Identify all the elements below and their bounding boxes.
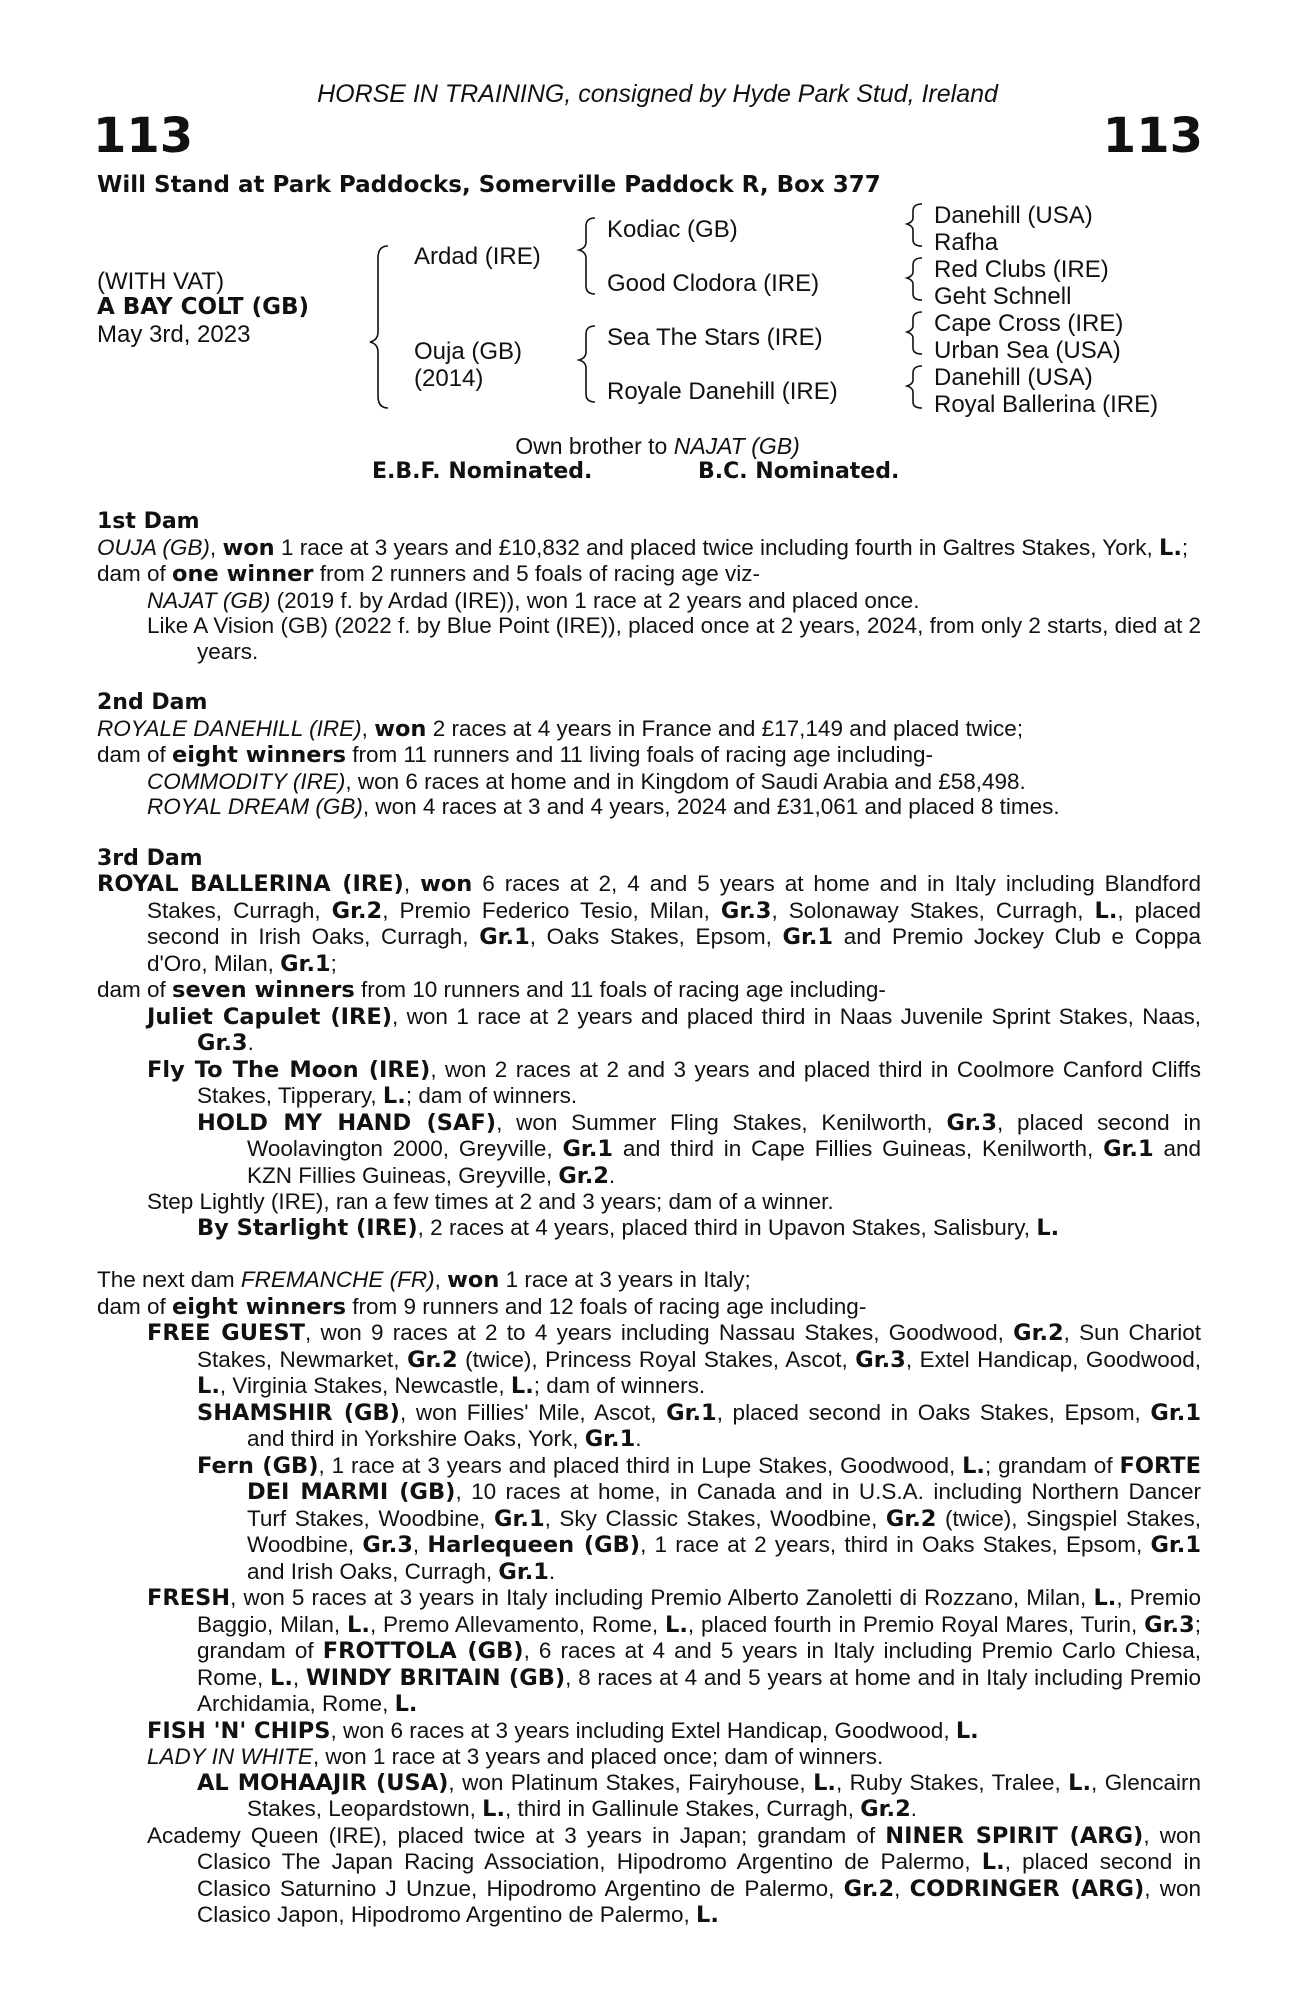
section-heading: 1st Dam (97, 509, 200, 534)
pedigree-entry (97, 1215, 1201, 1242)
vat-label: (WITH VAT) (97, 268, 225, 295)
pedigree-entry (97, 588, 1201, 614)
bold-text: seven winners (172, 977, 355, 1003)
text-run: , Ruby Stakes, Tralee, (835, 1769, 1069, 1795)
bold-text: AL MOHAAJIR (USA) (197, 1769, 449, 1796)
pedigree-entry (97, 871, 1201, 977)
text-run: , won 2 races at 2 and 3 years and placed third in Coolmore Canford Cliffs Stakes, Tipperary, (197, 1056, 1202, 1108)
text-run: dam of (97, 977, 173, 1002)
text-run: and Premio Jockey Club e Coppa d'Oro, Milan, (147, 924, 1201, 976)
text-run: 2 races at 4 years in France and £17,149 and placed twice; (426, 715, 1024, 741)
text-run: , 2 races at 4 years, placed third in Upavon Stakes, Salisbury, (417, 1214, 1037, 1240)
text-run: dam of (97, 1293, 173, 1319)
bold-text: FORTE DEI MARMI (GB) (247, 1452, 1201, 1505)
text-run: , (361, 715, 375, 741)
bold-text: L. (1159, 534, 1182, 561)
sire: Ardad (IRE) (414, 243, 541, 270)
bold-text: L. (955, 1717, 979, 1744)
text-run: , (209, 534, 223, 560)
text-run: , placed fourth in Premio Royal Mares, Turin, (687, 1611, 1145, 1637)
own-brother-prefix: Own brother to (515, 433, 674, 459)
text-run: from 11 runners and 11 living foals of racing age including- (346, 742, 934, 767)
text-run: , won 1 race at 2 years and placed third in Naas Juvenile Sprint Stakes, Naas, (392, 1003, 1201, 1029)
pedigree-entry (97, 613, 1201, 664)
bold-text: eight winners (172, 1293, 347, 1320)
text-run: and Irish Oaks, Curragh, (247, 1558, 499, 1584)
bc-nomination: B.C. Nominated. (698, 459, 900, 484)
bold-text: L. (981, 1849, 1005, 1875)
bold-text: FREE GUEST (147, 1320, 305, 1346)
section-next-dam (97, 1267, 1201, 1929)
section-heading: 3rd Dam (97, 845, 203, 871)
text-run: Academy Queen (IRE), placed twice at 3 years in Japan; grandam of (147, 1822, 886, 1848)
text-run: 1 race at 3 years and £10,832 and placed twice including fourth in Galtres Stakes, York, (274, 534, 1159, 560)
ped-ddd: Royal Ballerina (IRE) (934, 391, 1159, 418)
text-run: dam of (97, 561, 173, 586)
text-run: , Premo Allevamento, Rome, (369, 1611, 665, 1637)
text-run: and third in Cape Fillies Guineas, Kenilworth, (613, 1136, 1104, 1161)
bold-text: SHAMSHIR (GB) (197, 1399, 400, 1426)
italic-text: NAJAT (GB) (147, 587, 271, 613)
bold-text: Gr.3 (197, 1030, 248, 1056)
italic-text: ROYALE DANEHILL (IRE) (97, 715, 362, 741)
text-run: , 8 races at 4 and 5 years at home and in Italy including Premio Archidamia, Rome, (197, 1664, 1201, 1716)
text-run: 6 races at 2, 4 and 5 years at home and in Italy including Blandford Stakes, Curragh, (147, 871, 1201, 923)
text-run: , Glencairn Stakes, Leopardstown, (247, 1769, 1201, 1821)
text-run: from 2 runners and 5 foals of racing age viz- (313, 561, 760, 586)
pedigree-entry (97, 769, 1201, 795)
text-run: , 10 races at home, in Canada and in U.S.A. including Northern Dancer Turf Stakes, Woodbine, (247, 1479, 1201, 1531)
text-run: . (910, 1796, 918, 1821)
bold-text: Gr.1 (1150, 1532, 1201, 1558)
bold-text: Gr.1 (782, 924, 834, 950)
ped-sds: Red Clubs (IRE) (934, 256, 1109, 283)
text-run: , placed second in Woolavington 2000, Greyville, (247, 1109, 1201, 1161)
italic-text: COMMODITY (IRE) (147, 768, 346, 794)
bold-text: Gr.3 (855, 1346, 906, 1373)
bold-text: won (222, 534, 275, 561)
dam-dam: Royale Danehill (IRE) (607, 378, 838, 405)
pedigree-entry (97, 1004, 1201, 1057)
dam-year: (2014) (414, 365, 484, 392)
text-run: , won 9 races at 2 to 4 years including Nassau Stakes, Goodwood, (304, 1320, 1014, 1345)
text-run: , won 5 races at 3 years in Italy including Premio Alberto Zanoletti di Rozzano, Milan, (230, 1585, 1094, 1610)
pedigree-entry (97, 716, 1201, 743)
text-run: , Virginia Stakes, Newcastle, (219, 1373, 511, 1398)
section-3rd-dam (97, 846, 1201, 1242)
bold-text: L. (664, 1611, 688, 1638)
text-run: , Oaks Stakes, Epsom, (529, 924, 783, 949)
bold-text: L. (1094, 897, 1118, 924)
pedigree-entry (97, 1267, 1201, 1294)
bold-text: L. (962, 1452, 985, 1479)
text-run: , won Clasico The Japan Racing Association, Hipodromo Argentino de Palermo, (197, 1822, 1201, 1874)
text-run: (twice), Singspiel Stakes, Woodbine, (247, 1505, 1201, 1557)
bold-text: CODRINGER (ARG) (909, 1875, 1145, 1902)
dam: Ouja (GB) (414, 338, 523, 365)
bold-text: Fly To The Moon (IRE) (147, 1056, 431, 1083)
text-run: . (635, 1426, 642, 1451)
text-run: from 9 runners and 12 foals of racing age including- (346, 1293, 867, 1319)
text-run: , 6 races at 4 and 5 years in Italy including Premio Carlo Chiesa, Rome, (197, 1638, 1201, 1690)
bold-text: ROYAL BALLERINA (IRE) (97, 871, 404, 897)
ped-ssd: Rafha (934, 229, 999, 256)
text-run: , Sun Chariot Stakes, Newmarket, (197, 1320, 1201, 1372)
bold-text: Gr.3 (1144, 1611, 1195, 1638)
text-run: dam of (97, 742, 173, 767)
bold-text: Gr.3 (946, 1109, 998, 1136)
bold-text: eight winners (172, 742, 347, 768)
bold-text: Gr.1 (479, 924, 530, 950)
bold-text: Gr.2 (1013, 1320, 1064, 1346)
text-run: , Extel Handicap, Goodwood, (905, 1346, 1201, 1372)
own-brother-name: NAJAT (GB) (673, 433, 800, 459)
bold-text: Gr.3 (362, 1532, 413, 1558)
dam-sire: Sea The Stars (IRE) (607, 324, 823, 351)
bold-text: L. (270, 1664, 293, 1691)
bold-text: Gr.3 (720, 897, 772, 924)
pedigree-entry (97, 1585, 1201, 1718)
text-run: ; dam of winners. (533, 1373, 706, 1398)
pedigree-entry (97, 535, 1201, 562)
bold-text: one winner (172, 561, 314, 587)
text-run: . (608, 1162, 616, 1188)
text-run: , (292, 1664, 306, 1690)
bold-text: Gr.1 (494, 1505, 545, 1532)
text-run: , Premio Baggio, Milan, (197, 1585, 1201, 1637)
ped-sss: Danehill (USA) (934, 202, 1093, 229)
catalogue-body (97, 509, 1201, 1929)
bold-text: WINDY BRITAIN (GB) (305, 1664, 566, 1691)
text-run: , won 1 race at 3 years and placed once; dam of winners. (312, 1744, 884, 1769)
bold-text: L. (1068, 1769, 1092, 1796)
bold-text: won (420, 871, 473, 897)
text-run: (2019 f. by Ardad (IRE)), won 1 race at 2 years and placed once. (270, 587, 920, 613)
sire-sire: Kodiac (GB) (607, 216, 738, 243)
pedigree-entry (97, 794, 1201, 820)
bold-text: L. (510, 1373, 534, 1399)
text-run: , (434, 1267, 448, 1292)
pedigree-entry (97, 1823, 1201, 1929)
ped-dss: Cape Cross (IRE) (934, 310, 1124, 337)
bold-text: L. (197, 1373, 220, 1399)
brace-ss (907, 204, 922, 246)
pedigree-entry (97, 1453, 1201, 1586)
brace-dd (907, 366, 922, 408)
text-run: ; (330, 950, 337, 976)
horse-name: A BAY COLT (GB) (97, 294, 310, 320)
italic-text: ROYAL DREAM (GB) (147, 794, 363, 819)
section-heading: 2nd Dam (97, 690, 208, 715)
bold-text: L. (813, 1769, 836, 1796)
bold-text: Gr.1 (280, 950, 331, 977)
pedigree-entry (97, 1770, 1201, 1823)
text-run: , (412, 1532, 428, 1557)
bold-text: Gr.2 (558, 1162, 609, 1189)
text-run: , (894, 1875, 910, 1901)
bold-text: won (374, 715, 427, 742)
ebf-nomination: E.B.F. Nominated. (372, 459, 593, 484)
text-run: , Sky Classic Stakes, Woodbine, (544, 1505, 886, 1531)
bold-text: L. (696, 1902, 719, 1928)
text-run: , third in Gallinule Stakes, Curragh, (505, 1796, 861, 1821)
text-run: and third in Yorkshire Oaks, York, (247, 1426, 585, 1451)
pedigree-braces (0, 0, 1315, 430)
brace-sire-line (579, 218, 595, 294)
text-run: . (548, 1558, 556, 1584)
brace-generation-1 (370, 246, 388, 408)
text-run: . (247, 1030, 254, 1055)
bold-text: L. (382, 1083, 406, 1109)
text-run: ; grandam of (197, 1611, 1201, 1663)
text-run: , won Platinum Stakes, Fairyhouse, (448, 1769, 814, 1795)
sire-dam: Good Clodora (IRE) (607, 270, 820, 297)
italic-text: LADY IN WHITE (147, 1744, 313, 1769)
stable-location: Will Stand at Park Paddocks, Somerville Paddock R, Box 377 (97, 172, 881, 198)
text-run: The next dam (97, 1267, 241, 1292)
text-run: , won 6 races at 3 years including Extel Handicap, Goodwood, (330, 1717, 956, 1743)
text-run: , Premio Federico Tesio, Milan, (382, 897, 721, 923)
bold-text: L. (394, 1691, 418, 1717)
text-run: , 1 race at 2 years, third in Oaks Stakes, Epsom, (640, 1532, 1151, 1557)
pedigree-entry (97, 1400, 1201, 1453)
text-run: and KZN Fillies Guineas, Greyville, (247, 1136, 1202, 1188)
bold-text: Gr.2 (860, 1796, 911, 1822)
pedigree-entry (97, 1189, 1201, 1215)
text-run: , Solonaway Stakes, Curragh, (771, 897, 1095, 923)
bold-text: Juliet Capulet (IRE) (147, 1003, 392, 1030)
pedigree-entry (97, 1110, 1201, 1190)
section-1st-dam (97, 509, 1201, 664)
text-run: , placed second in Oaks Stakes, Epsom, (716, 1399, 1151, 1425)
pedigree-entry (97, 1718, 1201, 1745)
bold-text: won (447, 1267, 500, 1293)
pedigree-entry (97, 1320, 1201, 1400)
bold-text: Fern (GB) (197, 1452, 319, 1479)
bold-text: Gr.2 (331, 897, 383, 924)
bold-text: Gr.1 (666, 1399, 717, 1426)
text-run: (twice), Princess Royal Stakes, Ascot, (457, 1346, 856, 1372)
catalogue-header: HORSE IN TRAINING, consigned by Hyde Park Stud, Ireland (317, 80, 998, 108)
text-run: from 10 runners and 11 foals of racing age including- (354, 977, 886, 1002)
text-run: , (403, 871, 421, 896)
text-run: , won Fillies' Mile, Ascot, (399, 1399, 667, 1425)
bold-text: By Starlight (IRE) (197, 1214, 418, 1241)
ped-dds: Danehill (USA) (934, 364, 1093, 391)
bold-text: Gr.1 (562, 1136, 614, 1162)
bold-text: Gr.2 (885, 1505, 937, 1532)
foaling-date: May 3rd, 2023 (97, 321, 251, 348)
bold-text: FROTTOLA (GB) (322, 1638, 524, 1664)
bold-text: L. (482, 1796, 506, 1822)
text-run: , placed second in Clasico Saturnino J Unzue, Hipodromo Argentino de Palermo, (197, 1849, 1201, 1901)
bold-text: NINER SPIRIT (ARG) (885, 1822, 1144, 1849)
text-run: , won Clasico Japon, Hipodromo Argentino de Palermo, (197, 1875, 1201, 1927)
text-run: 1 race at 3 years in Italy; (499, 1267, 751, 1292)
text-run: ; grandam of (984, 1452, 1120, 1478)
lot-number-left: 113 (93, 108, 194, 164)
italic-text: FREMANCHE (FR) (240, 1267, 435, 1292)
ped-sdd: Geht Schnell (934, 283, 1072, 310)
section-2nd-dam (97, 690, 1201, 820)
brace-sd (907, 258, 922, 300)
bold-text: FRESH (147, 1585, 231, 1611)
bold-text: L. (1036, 1214, 1060, 1241)
bold-text: Gr.2 (843, 1875, 895, 1902)
bold-text: Gr.1 (1103, 1136, 1154, 1162)
text-run: ; dam of winners. (405, 1083, 578, 1108)
bold-text: L. (1093, 1585, 1117, 1611)
bold-text: Gr.1 (584, 1426, 636, 1452)
pedigree-entry (97, 977, 1201, 1004)
bold-text: Gr.1 (498, 1558, 549, 1585)
text-run: , 1 race at 3 years and placed third in Lupe Stakes, Goodwood, (318, 1452, 963, 1478)
text-run: , won Summer Fling Stakes, Kenilworth, (496, 1109, 947, 1135)
bold-text: FISH 'N' CHIPS (147, 1717, 331, 1744)
text-run: ; (1181, 534, 1189, 560)
bold-text: L. (347, 1611, 370, 1638)
pedigree-entry (97, 1057, 1201, 1110)
pedigree-entry (97, 1744, 1201, 1770)
bold-text: Gr.1 (1150, 1399, 1201, 1426)
bold-text: HOLD MY HAND (SAF) (197, 1109, 497, 1136)
text-run: , won 4 races at 3 and 4 years, 2024 and £31,061 and placed 8 times. (362, 794, 1060, 819)
ped-dsd: Urban Sea (USA) (934, 337, 1121, 364)
text-run: , won 6 races at home and in Kingdom of Saudi Arabia and £58,498. (345, 768, 1026, 794)
bold-text: Gr.2 (407, 1346, 458, 1373)
text-run: Step Lightly (IRE), ran a few times at 2 and 3 years; dam of a winner. (147, 1189, 834, 1214)
lot-number-right: 113 (1102, 108, 1203, 164)
pedigree-entry (97, 742, 1201, 769)
text-run: Like A Vision (GB) (2022 f. by Blue Point (IRE)), placed once at 2 years, 2024, from only 2 starts, died at 2 years. (147, 613, 1201, 664)
italic-text: OUJA (GB) (97, 534, 210, 560)
pedigree-entry (97, 561, 1201, 588)
own-brother-note (0, 433, 1315, 460)
bold-text: Harlequeen (GB) (427, 1532, 641, 1558)
pedigree-entry (97, 1294, 1201, 1321)
brace-dam-line (579, 326, 595, 402)
brace-ds (907, 312, 922, 354)
text-run: , placed second in Irish Oaks, Curragh, (147, 897, 1201, 949)
